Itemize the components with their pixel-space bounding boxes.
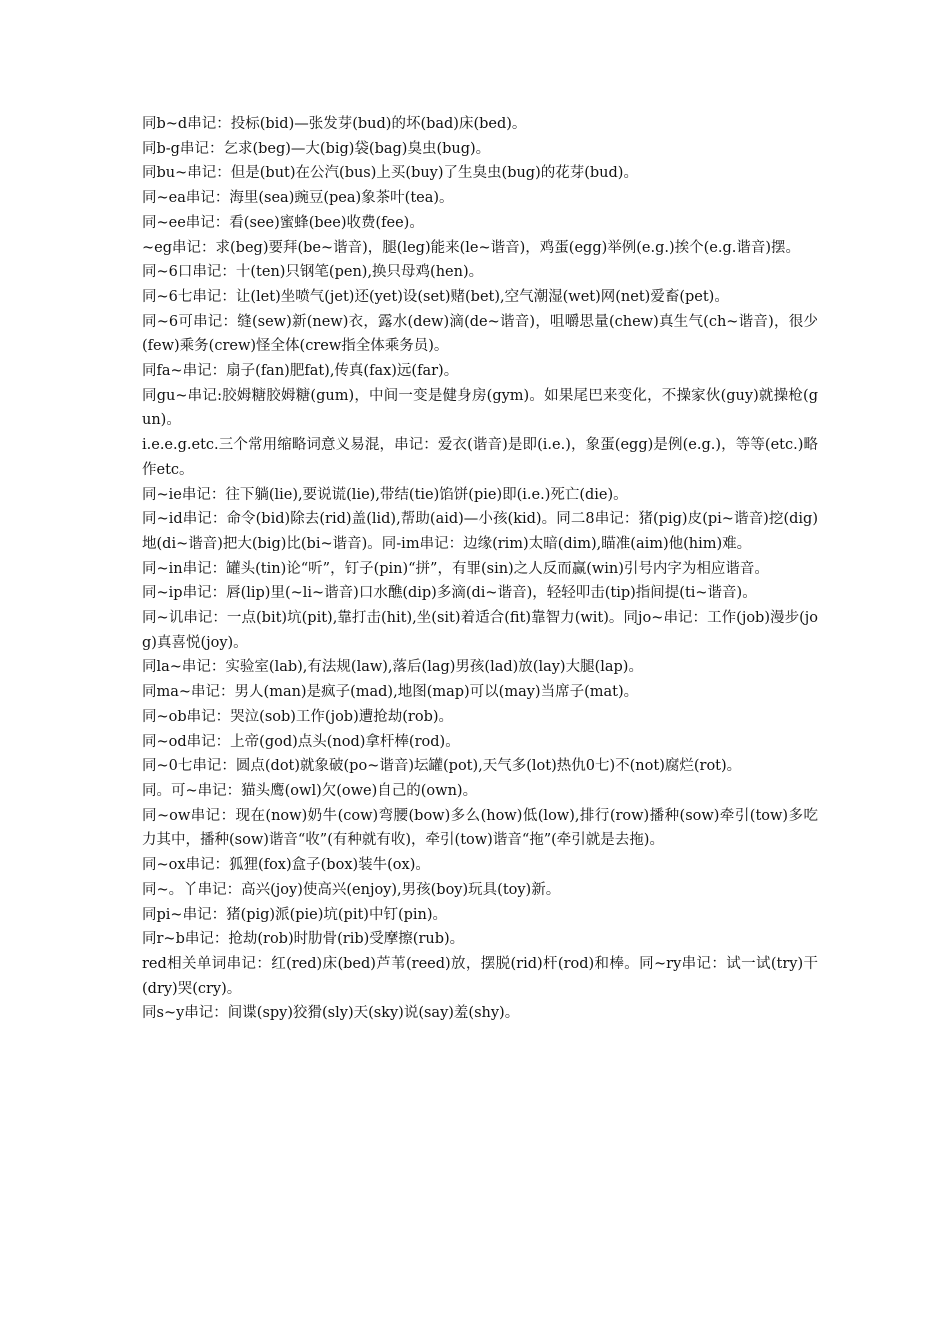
paragraph-ee: 同~ee串记：看(see)蜜蜂(bee)收费(fee)。 <box>142 214 424 231</box>
paragraph-gu: 同gu~串记:胶姆糖胶姆糖(gum)，中间一变是健身房(gym)。如果尾巴来变化，不操家伙(guy)就操枪(gun)。 <box>142 387 818 429</box>
paragraph-ip: 同~ip串记：唇(lip)里(~li~谐音)口水醮(dip)多滴(di~谐音)，轻轻叩击(tip)指间提(ti~谐音)。 <box>142 585 757 602</box>
paragraph-ow: 同~ow串记：现在(now)奶牛(cow)弯腰(bow)多么(how)低(low),排行(row)播种(sow)牵引(tow)多吃力其中，播种(sow)谐音“收”(有种就有收)，牵引(tow)谐音“拖”(牵引就是去拖)。 <box>142 807 818 849</box>
paragraph-ea: 同~ea串记：海里(sea)豌豆(pea)象茶叶(tea)。 <box>142 190 454 207</box>
paragraph-et: 同~6七串记：让(let)坐喷气(jet)还(yet)设(set)赌(bet),空气潮湿(wet)网(net)爱畜(pet)。 <box>142 288 729 305</box>
paragraph-red: red相关单词串记：红(red)床(bed)芦苇(reed)放，摆脱(rid)杆(rod)和棒。同~ry串记：试一试(try)干(dry)哭(cry)。 <box>142 955 818 997</box>
paragraph-pi: 同pi~串记：猪(pig)派(pie)坑(pit)中钉(pin)。 <box>142 906 448 923</box>
paragraph-ot: 同~0七串记：圆点(dot)就象破(po~谐音)坛罐(pot),天气多(lot)热仇0七)不(not)腐烂(rot)。 <box>142 758 742 775</box>
paragraph-ew: 同~6可串记：缝(sew)新(new)衣，露水(dew)滴(de~谐音)，咀嚼思量(chew)真生气(ch~谐音)，很少(few)乘务(crew)怪全体(crew指全体乘务员)。 <box>142 313 818 355</box>
paragraph-ie-eg-etc: i.e.e.g.etc.三个常用缩略词意义易混，串记：爱衣(谐音)是即(i.e.)，象蛋(egg)是例(e.g.)，等等(etc.)略作etc。 <box>142 437 818 478</box>
paragraph-ob: 同~ob串记：哭泣(sob)工作(job)遭抢劫(rob)。 <box>142 708 454 725</box>
paragraph-sy: 同s~y串记：间谍(spy)狡猾(sly)天(sky)说(say)羞(shy)。 <box>142 1005 520 1022</box>
paragraph-ie: 同~ie串记：往下躺(lie),要说谎(lie),带结(tie)馅饼(pie)即(i.e.)死亡(die)。 <box>142 486 628 503</box>
paragraph-id: 同~id串记：命令(bid)除去(rid)盖(lid),帮助(aid)—小孩(kid)。同二8串记：猪(pig)皮(pi~谐音)挖(dig)地(di~谐音)把大(big)比(bi~谐音)。同-im串记：边缘(rim)太暗(dim),瞄准(aim)他(him)难。 <box>142 511 818 552</box>
paragraph-rb: 同r~b串记：抢劫(rob)时肋骨(rib)受摩擦(rub)。 <box>142 931 465 948</box>
paragraph-bd: 同b~d串记：投标(bid)—张发芽(bud)的坏(bad)床(bed)。 <box>142 116 527 132</box>
paragraph-la: 同la~串记：实验室(lab),有法规(law),落后(lag)男孩(lad)放(lay)大腿(lap)。 <box>142 659 643 676</box>
paragraph-od: 同~od串记：上帝(god)点头(nod)拿杆棒(rod)。 <box>142 733 460 750</box>
document-body <box>142 112 818 1026</box>
paragraph-eg: ~eg串记：求(beg)要拜(be~谐音)，腿(leg)能来(le~谐音)，鸡蛋(egg)举例(e.g.)挨个(e.g.谐音)摆。 <box>142 239 801 256</box>
paragraph-fa: 同fa~串记：扇子(fan)肥fat),传真(fax)远(far)。 <box>142 363 459 380</box>
paragraph-bg: 同b-g串记：乞求(beg)—大(big)袋(bag)臭虫(bug)。 <box>142 140 491 157</box>
paragraph-ma: 同ma~串记：男人(man)是疯子(mad),地图(map)可以(may)当席子(mat)。 <box>142 684 639 701</box>
paragraph-bu: 同bu~串记：但是(but)在公汽(bus)上买(buy)了生臭虫(bug)的花芽(bud)。 <box>142 165 638 182</box>
paragraph-ox: 同~ox串记：狐狸(fox)盒子(box)装牛(ox)。 <box>142 857 430 874</box>
paragraph-oy: 同~。丫串记：高兴(joy)使高兴(enjoy),男孩(boy)玩具(toy)新。 <box>142 881 561 898</box>
paragraph-it: 同~讥串记：一点(bit)坑(pit),靠打击(hit),坐(sit)着适合(fit)靠智力(wit)。同jo~串记：工作(job)漫步(jog)真喜悦(joy)。 <box>142 610 818 651</box>
paragraph-ow-owe: 同。可~串记：猫头鹰(owl)欠(owe)自己的(own)。 <box>142 782 478 799</box>
paragraph-in: 同~in串记：罐头(tin)论“听”，钉子(pin)“拼”，有罪(sin)之人反而赢(win)引号内字为相应谐音。 <box>142 560 769 577</box>
paragraph-en: 同~6口串记：十(ten)只钢笔(pen),换只母鸡(hen)。 <box>142 264 484 281</box>
